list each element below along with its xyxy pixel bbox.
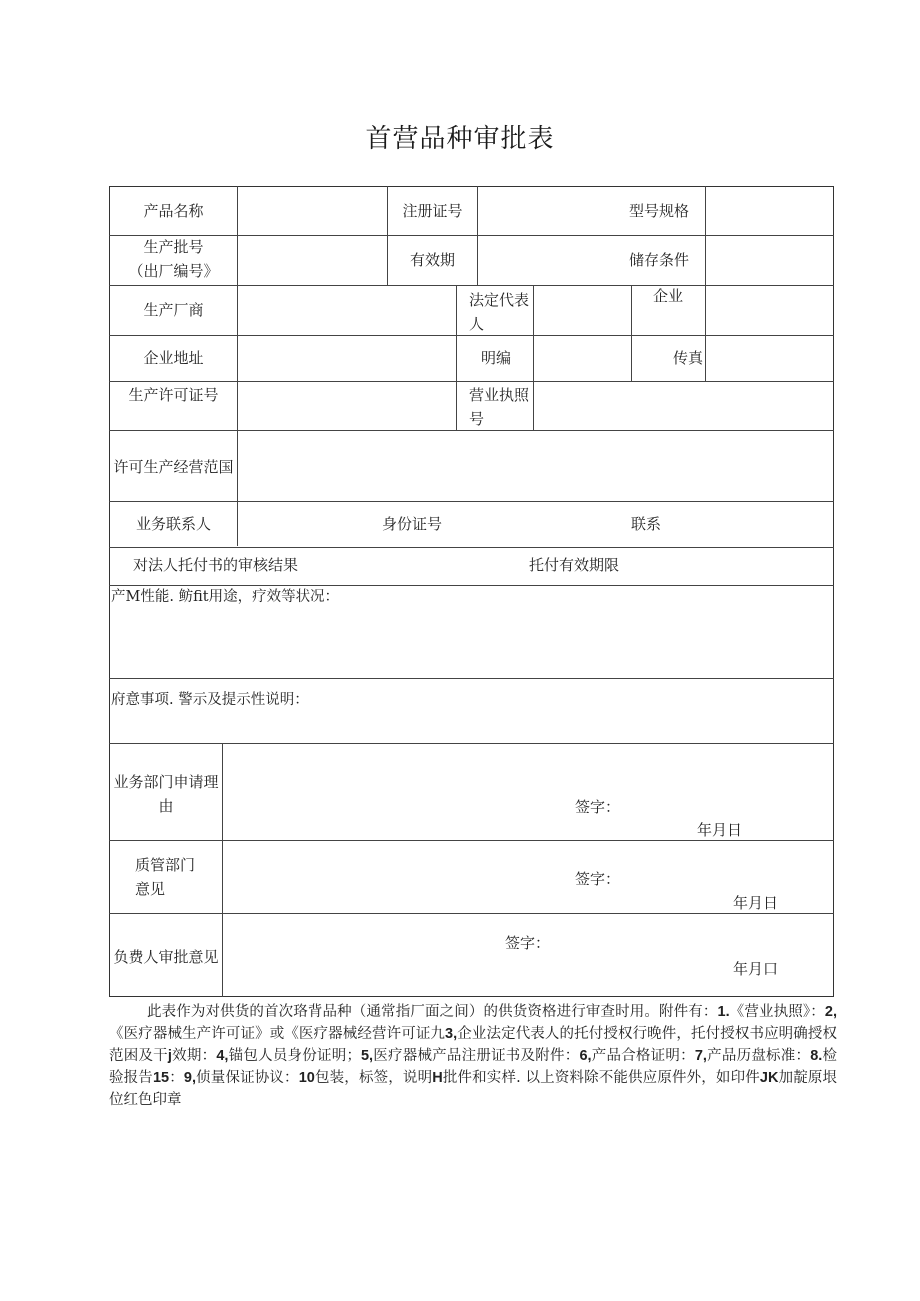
footnote-number: 7, xyxy=(694,1048,707,1064)
footnote-number: 15 xyxy=(152,1070,170,1086)
contact-label: 联系 xyxy=(631,515,662,533)
page-title: 首营品种审批表 xyxy=(365,124,555,154)
legal-rep-label: 法定代表 xyxy=(469,291,530,309)
date-label: 年月口 xyxy=(733,960,779,978)
footnote-segment: 锚包人员身份证明； xyxy=(228,1048,361,1064)
department-reason-label-sub: 由 xyxy=(158,797,174,815)
footnote-number: 6, xyxy=(579,1048,592,1064)
address-field[interactable] xyxy=(238,336,455,380)
product-name-label: 产品名称 xyxy=(143,202,204,220)
footnote-number: 2, xyxy=(824,1004,838,1020)
batch-no-label-sub: （出厂编号》 xyxy=(128,262,219,280)
performance-field[interactable] xyxy=(110,609,833,677)
contact-person-label: 业务联系人 xyxy=(135,515,211,533)
storage-field[interactable] xyxy=(706,236,833,284)
business-license-field[interactable] xyxy=(534,382,833,429)
footnote-segment: 产品合格证明： xyxy=(591,1048,695,1064)
head-approval-field[interactable] xyxy=(223,914,833,996)
footnote-segment: 《营业执照》： xyxy=(729,1004,825,1020)
footnote-number: 4, xyxy=(216,1048,229,1064)
col-divider xyxy=(456,285,457,430)
row-divider xyxy=(109,678,834,679)
head-approval-label: 负费人审批意见 xyxy=(113,948,219,966)
precautions-label: 府意事项. 警示及提示性说明： xyxy=(111,692,309,708)
model-spec-label: 型号规格 xyxy=(629,202,690,220)
footnote-segment: ： xyxy=(169,1070,184,1086)
batch-no-label: 生产批号 xyxy=(143,238,204,256)
authorization-period-label: 托付有效期限 xyxy=(529,556,620,574)
footnote-number: 5, xyxy=(360,1048,374,1064)
footnote-segment: 产品历盘标准： xyxy=(706,1048,811,1064)
date-label: 年月日 xyxy=(733,894,779,912)
footnote-segment: 包装，标签，说明 xyxy=(314,1070,433,1086)
footnote-number: 8. xyxy=(810,1048,823,1064)
footnote-number: 3, xyxy=(445,1026,458,1042)
enterprise-field[interactable] xyxy=(706,286,833,334)
fax-label: 传真 xyxy=(673,349,704,367)
precautions-field[interactable] xyxy=(110,712,833,742)
production-license-label: 生产许可证号 xyxy=(128,386,219,404)
footnote-segment: 批件和实样. 以上资料除不能供应原件外，如印件 xyxy=(442,1070,760,1086)
mingbian-field[interactable] xyxy=(534,336,630,380)
model-spec-field[interactable] xyxy=(706,187,833,235)
qa-opinion-label-sub: 意见 xyxy=(135,880,166,898)
footnote-number: H xyxy=(432,1070,443,1086)
production-license-field[interactable] xyxy=(238,382,455,429)
row-divider xyxy=(109,547,834,548)
footnote-number: 9, xyxy=(183,1070,196,1086)
col-divider xyxy=(631,285,632,381)
qa-opinion-label: 质管部门 xyxy=(135,856,196,874)
footnote-segment: 检验报告 xyxy=(109,1048,838,1086)
enterprise-label: 企业 xyxy=(653,287,684,305)
footnote-number: 1. xyxy=(717,1004,730,1020)
department-reason-label: 业务部门申请理 xyxy=(113,773,219,791)
manufacturer-field[interactable] xyxy=(238,286,455,334)
footnote-segment: 加靛原垠位红色印章 xyxy=(109,1070,838,1108)
footnote-segment: 医疗器械产品注册证书及附件： xyxy=(373,1048,580,1064)
footnote-segment: 此表作为对供货的首次珞背品种（通常指厂面之间）的供货资格进行审查时用。附件有： xyxy=(147,1004,718,1020)
footnote-number: j xyxy=(167,1048,172,1064)
signature-label: 签字： xyxy=(575,798,621,816)
batch-no-field[interactable] xyxy=(238,236,386,284)
registration-no-label: 注册证号 xyxy=(402,202,463,220)
validity-label: 有效期 xyxy=(409,251,455,269)
performance-label: 产M性能. 鲂fit用途，疗效等状况： xyxy=(111,589,340,605)
storage-label: 储存条件 xyxy=(629,251,690,269)
license-scope-field[interactable] xyxy=(238,431,833,500)
footnote-segment: 企业法定代表人的托付授权行晚件，托付授权书应明确授权范困及干 xyxy=(109,1026,838,1064)
legal-rep-field[interactable] xyxy=(534,286,630,334)
address-label: 企业地址 xyxy=(143,349,204,367)
date-label: 年月日 xyxy=(697,821,743,839)
license-scope-label: 许可生产经营范国 xyxy=(113,458,234,476)
signature-label: 签字： xyxy=(505,934,551,952)
business-license-label-sub: 号 xyxy=(469,410,485,428)
footnote-segment: 侦量保证协议： xyxy=(196,1070,299,1086)
fax-field[interactable] xyxy=(706,336,833,380)
business-license-label: 营业执照 xyxy=(469,386,530,404)
legal-rep-label-sub: 人 xyxy=(469,315,485,333)
mingbian-label: 明编 xyxy=(481,349,512,367)
footnote-number: 10 xyxy=(298,1070,315,1086)
footnote-segment: 效期： xyxy=(171,1048,217,1064)
manufacturer-label: 生产厂商 xyxy=(143,301,204,319)
footnote-number: JK xyxy=(759,1070,779,1086)
product-name-field[interactable] xyxy=(238,187,386,235)
signature-label: 签字： xyxy=(575,870,621,888)
footnote-segment: 《医疗器械生产许可证》或《医疗器械经营许可证九 xyxy=(109,1026,446,1042)
footnote-text xyxy=(109,1001,837,1111)
id-number-label: 身份证号 xyxy=(382,515,443,533)
authorization-review-label: 对法人托付书的审核结果 xyxy=(133,556,299,574)
row-divider xyxy=(109,501,834,502)
